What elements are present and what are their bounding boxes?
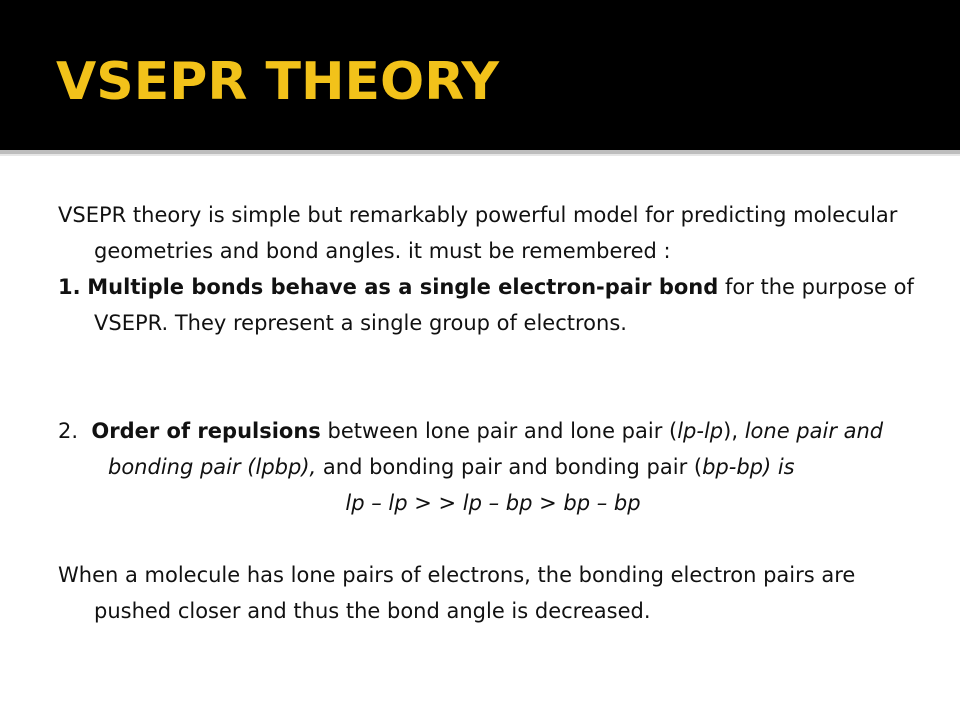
point-2-text-3: and bonding pair and bonding pair (	[322, 455, 703, 479]
title-bar	[0, 0, 960, 150]
spacer	[58, 521, 928, 557]
slide-body	[58, 197, 928, 629]
point-2-text-2: ),	[723, 419, 739, 443]
point-1-text: for the purpose of VSEPR. They represent a single group of electrons.	[94, 275, 914, 335]
repulsion-order: lp – lp > > lp – bp > bp – bp	[345, 491, 641, 515]
conclusion-paragraph	[58, 557, 928, 629]
point-1-number: 1.	[58, 275, 81, 299]
conclusion-text: When a molecule has lone pairs of electrons, the bonding electron pairs are pushed closer and thus the bond angle is decreased.	[58, 563, 856, 623]
point-2-number: 2.	[58, 419, 79, 443]
point-2-italic-2: lone pair and bonding pair (lpbp),	[108, 419, 884, 479]
point-1-bold: Multiple bonds behave as a single electron-pair bond	[87, 275, 719, 299]
slide-title: VSEPR THEORY	[56, 52, 500, 112]
point-2-bold: Order of repulsions	[91, 419, 321, 443]
point-1	[58, 269, 928, 341]
intro-text: VSEPR theory is simple but remarkably powerful model for predicting molecular geometries and bond angles. it must be remembered :	[58, 203, 898, 263]
intro-paragraph	[58, 197, 928, 269]
point-2-text-1: between lone pair and lone pair (	[327, 419, 678, 443]
point-2-italic-1: lp-lp	[677, 419, 724, 443]
spacer	[58, 341, 928, 413]
title-divider-light	[0, 154, 960, 156]
point-2	[58, 413, 928, 485]
point-2-italic-3: bp-bp) is	[702, 455, 795, 479]
